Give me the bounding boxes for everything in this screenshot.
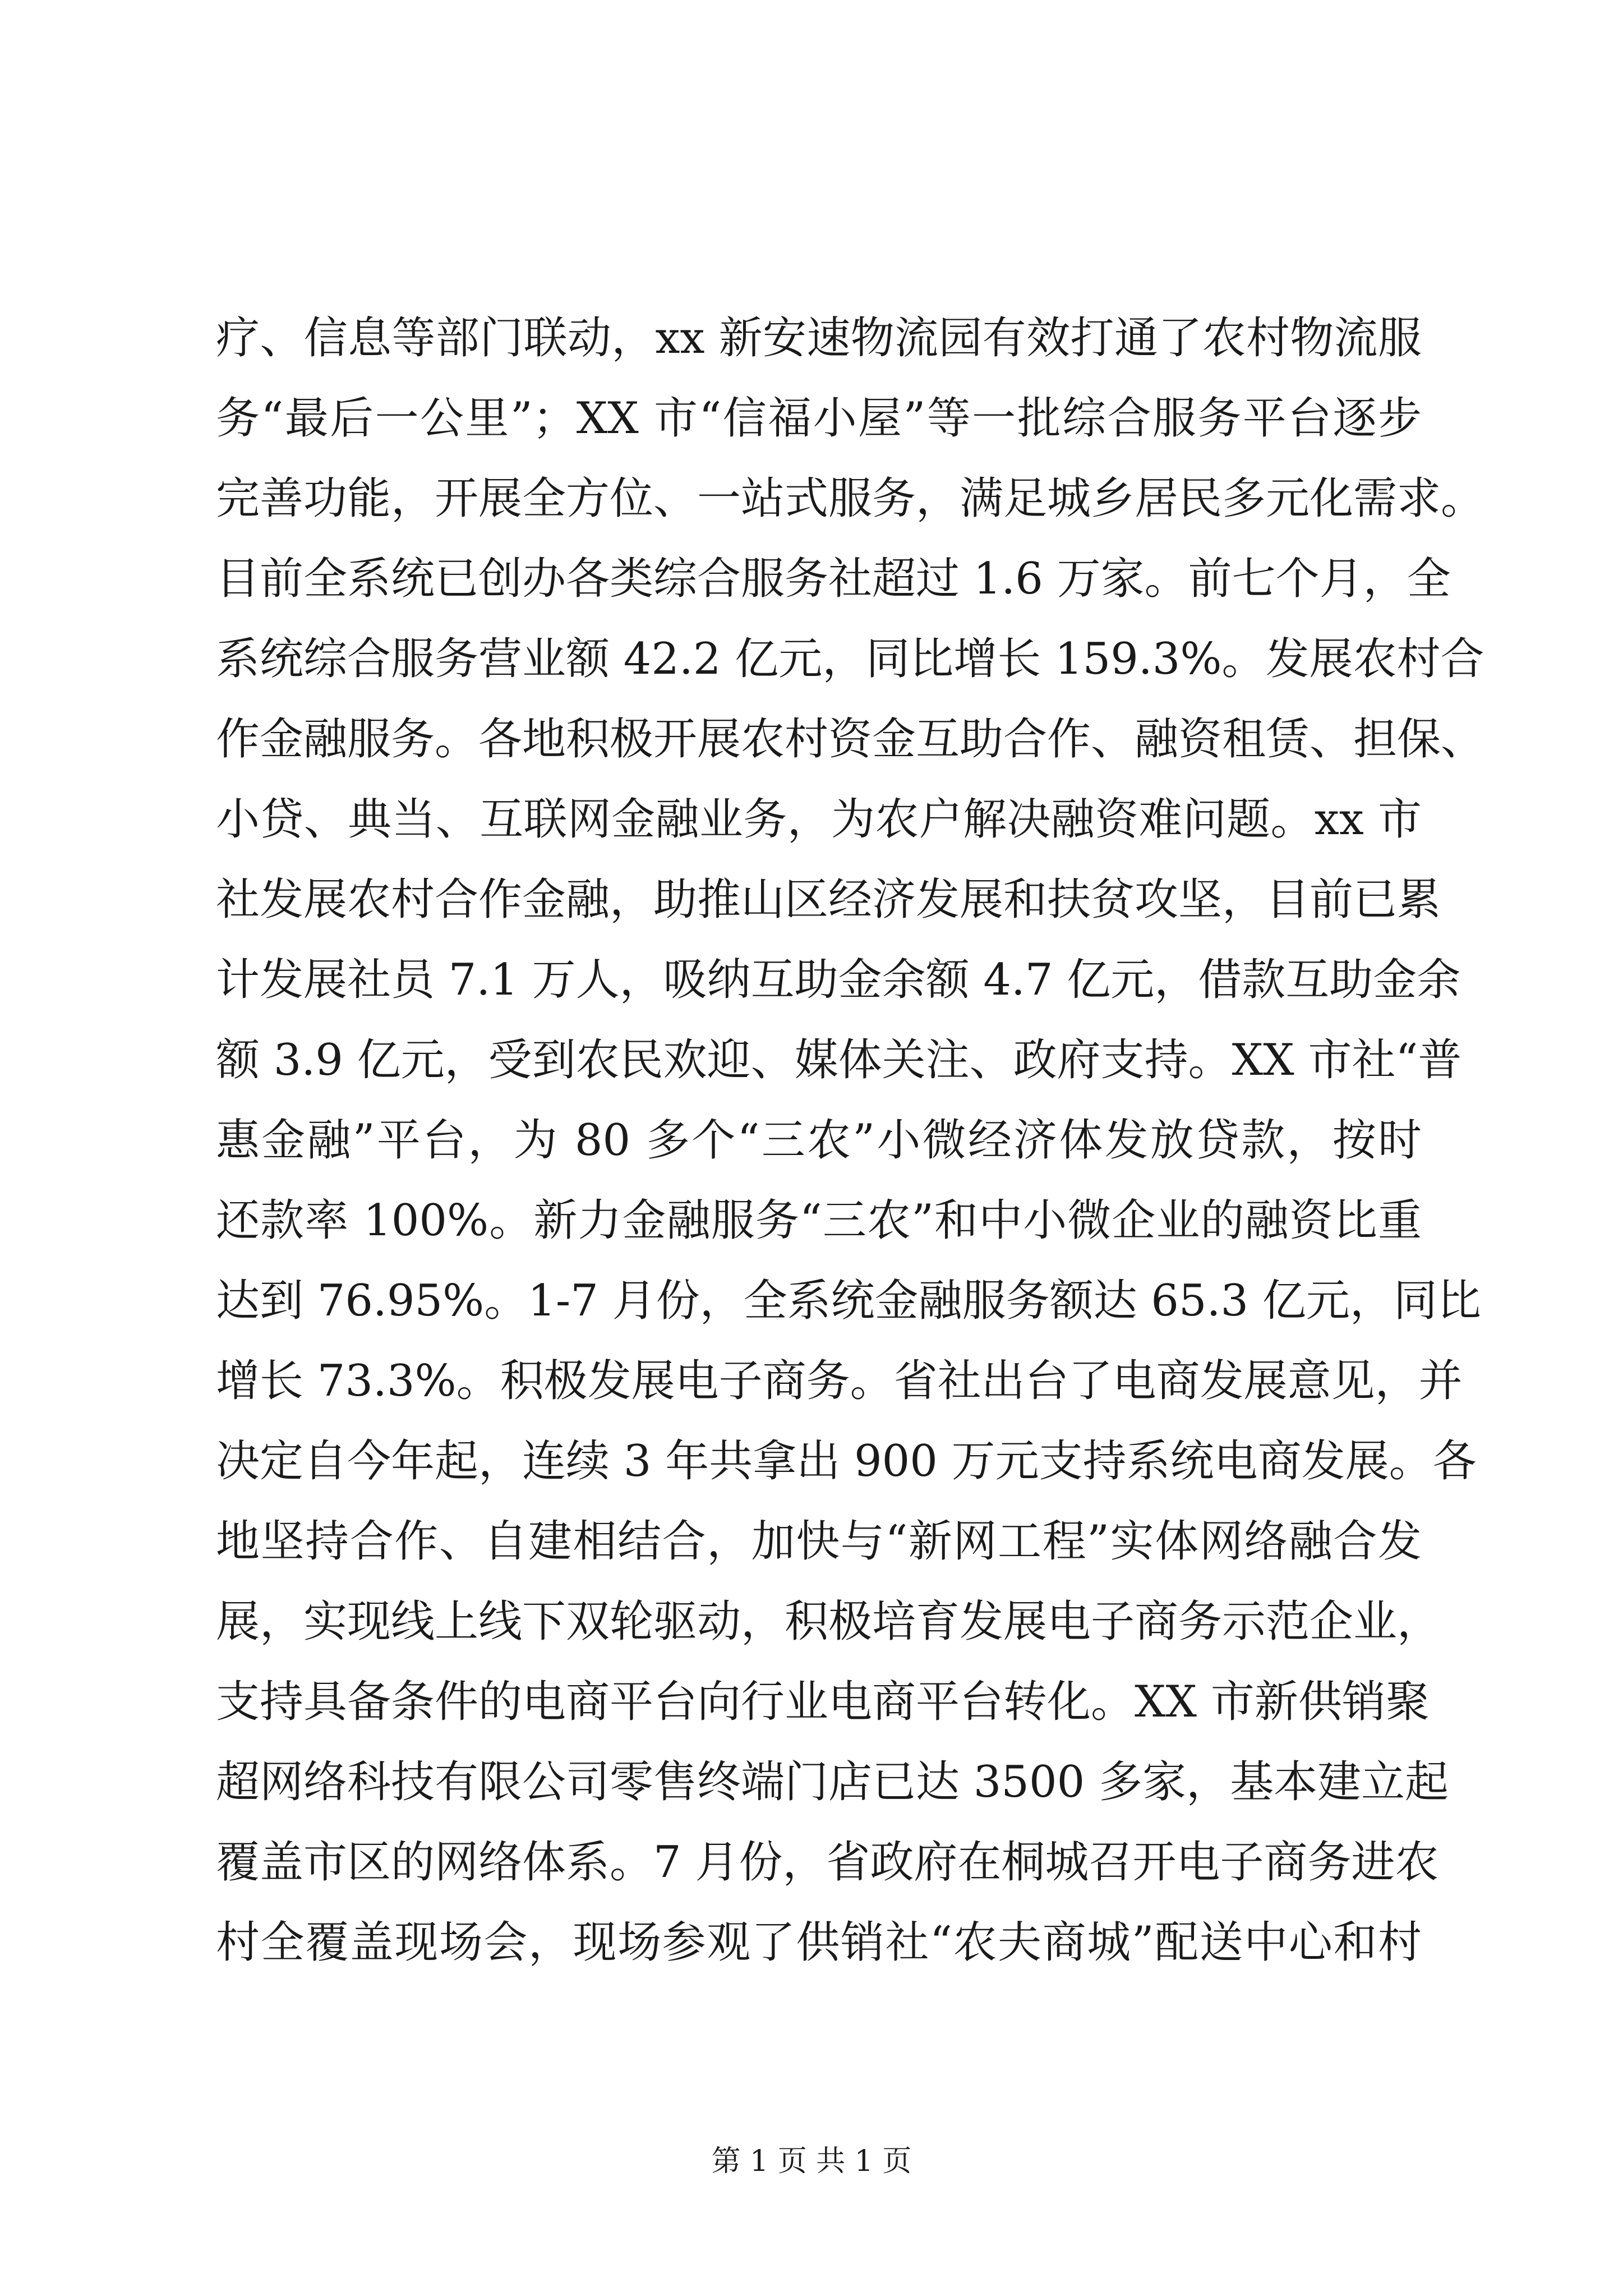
text-line-3: 完善功能，开展全方位、一站式服务，满足城乡居民多元化需求。 [216, 473, 1485, 524]
page-number-label: 第 1 页 共 1 页 [711, 2145, 912, 2178]
page-footer [0, 2142, 1623, 2181]
text-line-13: 达到 76.95%。1-7 月份，全系统金融服务额达 65.3 亿元，同比 [216, 1276, 1481, 1326]
text-line-11: 惠金融”平台，为 80 多个“三农”小微经济体发放贷款，按时 [216, 1115, 1422, 1166]
text-line-17: 展，实现线上线下双轮驱动，积极培育发展电子商务示范企业， [216, 1596, 1441, 1647]
text-line-7: 小贷、典当、互联网金融业务，为农户解决融资难问题。xx 市 [216, 794, 1422, 845]
text-line-15: 决定自今年起，连续 3 年共拿出 900 万元支持系统电商发展。各 [216, 1436, 1477, 1487]
text-line-12: 还款率 100%。新力金融服务“三农”和中小微企业的融资比重 [216, 1195, 1422, 1246]
text-line-10: 额 3.9 亿元，受到农民欢迎、媒体关注、政府支持。XX 市社“普 [216, 1035, 1462, 1085]
text-line-5: 系统综合服务营业额 42.2 亿元，同比增长 159.3%。发展农村合 [216, 634, 1484, 684]
text-line-1: 疗、信息等部门联动，xx 新安速物流园有效打通了农村物流服 [216, 313, 1422, 364]
text-line-18: 支持具备条件的电商平台向行业电商平台转化。XX 市新供销聚 [216, 1677, 1430, 1727]
text-line-6: 作金融服务。各地积极开展农村资金互助合作、融资租赁、担保、 [216, 714, 1485, 765]
text-line-21: 村全覆盖现场会，现场参观了供销社“农夫商城”配送中心和村 [216, 1917, 1422, 1968]
text-line-20: 覆盖市区的网络体系。7 月份，省政府在桐城召开电子商务进农 [216, 1837, 1439, 1888]
text-line-4: 目前全系统已创办各类综合服务社超过 1.6 万家。前七个月，全 [216, 554, 1451, 604]
text-line-8: 社发展农村合作金融，助推山区经济发展和扶贫攻坚，目前已累 [216, 875, 1441, 925]
text-line-14: 增长 73.3%。积极发展电子商务。省社出台了电商发展意见，并 [216, 1356, 1463, 1406]
text-line-19: 超网络科技有限公司零售终端门店已达 3500 多家，基本建立起 [216, 1757, 1449, 1807]
text-line-2: 务“最后一公里”；XX 市“信福小屋”等一批综合服务平台逐步 [216, 393, 1422, 444]
text-line-16: 地坚持合作、自建相结合，加快与“新网工程”实体网络融合发 [216, 1516, 1422, 1567]
text-line-9: 计发展社员 7.1 万人，吸纳互助金余额 4.7 亿元，借款互助金余 [216, 955, 1461, 1005]
body-paragraph [216, 298, 1485, 1983]
